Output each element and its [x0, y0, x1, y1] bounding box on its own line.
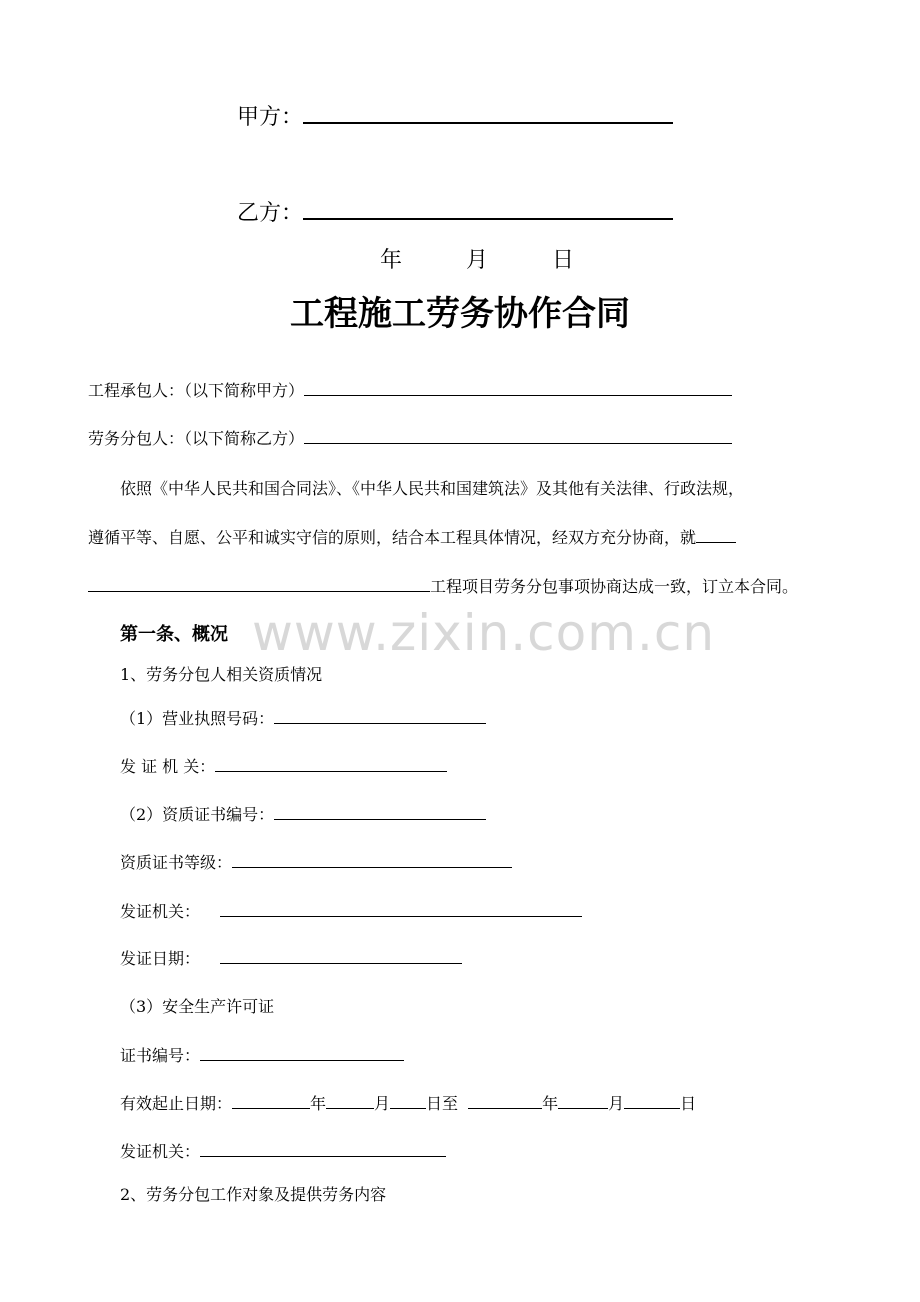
- issuer-2-row: [120, 899, 582, 922]
- subcontractor-row: [88, 426, 732, 449]
- safety-permit-row: （3）安全生产许可证: [120, 997, 275, 1016]
- issuer-1-label: 发 证 机 关：: [120, 757, 216, 776]
- date-day: 日: [552, 248, 575, 273]
- date-month: 月: [466, 248, 489, 273]
- validity-row: [120, 1091, 696, 1114]
- cert-grade-label: 资质证书等级：: [120, 853, 233, 872]
- party-a-label: 甲方：: [237, 105, 304, 130]
- date-line: [380, 243, 574, 274]
- issue-date-row: [120, 946, 462, 969]
- party-b-blank[interactable]: [303, 217, 673, 220]
- preamble-line-2-text: 遵循平等、自愿、公平和诚实守信的原则，结合本工程具体情况，经双方充分协商，就: [88, 528, 697, 547]
- permit-no-label: 证书编号：: [120, 1046, 201, 1065]
- contractor-label: 工程承包人：（以下简称甲方）: [88, 381, 305, 400]
- preamble-line-1: 依照《中华人民共和国合同法》、《中华人民共和国建筑法》及其他有关法律、行政法规，: [120, 479, 745, 498]
- license-no-row: [120, 706, 486, 729]
- contractor-row: [88, 378, 732, 401]
- validity-day2: 日: [680, 1094, 697, 1113]
- preamble-line-2: [88, 525, 736, 548]
- party-a-row: [237, 100, 673, 131]
- preamble-line-3: [88, 574, 798, 597]
- validity-month: 月: [374, 1094, 391, 1113]
- issuer-3-row: [120, 1139, 446, 1162]
- item-1: 1、劳务分包人相关资质情况: [120, 665, 323, 684]
- project-name-blank-1[interactable]: [696, 541, 736, 543]
- issuer-3-label: 发证机关：: [120, 1142, 201, 1161]
- cert-grade-row: [120, 850, 512, 873]
- issuer-1-blank[interactable]: [215, 770, 447, 772]
- permit-no-blank[interactable]: [200, 1059, 404, 1061]
- validity-label: 有效起止日期：: [120, 1094, 233, 1113]
- issuer-1-row: [120, 754, 447, 777]
- party-b-row: [237, 196, 673, 227]
- issuer-2-label: 发证机关：: [120, 902, 201, 921]
- validity-day-blank[interactable]: [390, 1107, 426, 1109]
- validity-day2-blank[interactable]: [624, 1107, 680, 1109]
- item-2: 2、劳务分包工作对象及提供劳务内容: [120, 1185, 387, 1204]
- contractor-blank[interactable]: [304, 394, 732, 396]
- project-name-blank-2[interactable]: [88, 590, 430, 592]
- validity-day-to: 日至: [426, 1094, 459, 1113]
- validity-month-blank[interactable]: [326, 1107, 374, 1109]
- subcontractor-label: 劳务分包人：（以下简称乙方）: [88, 429, 305, 448]
- party-b-label: 乙方：: [237, 201, 304, 226]
- cert-no-row: [120, 802, 486, 825]
- license-no-label: （1）营业执照号码：: [120, 709, 275, 728]
- subcontractor-blank[interactable]: [304, 442, 732, 444]
- issuer-3-blank[interactable]: [200, 1155, 446, 1157]
- issue-date-blank[interactable]: [220, 962, 462, 964]
- cert-no-label: （2）资质证书编号：: [120, 805, 275, 824]
- permit-no-row: [120, 1043, 404, 1066]
- cert-grade-blank[interactable]: [232, 866, 512, 868]
- section-1-heading: 第一条、概况: [120, 624, 228, 645]
- validity-year: 年: [310, 1094, 327, 1113]
- preamble-line-3-text: 工程项目劳务分包事项协商达成一致，订立本合同。: [430, 577, 799, 596]
- watermark: www.zixin.com.cn: [252, 604, 716, 662]
- date-year: 年: [380, 248, 403, 273]
- cert-no-blank[interactable]: [274, 818, 486, 820]
- validity-year-blank[interactable]: [232, 1107, 310, 1109]
- validity-month2: 月: [608, 1094, 625, 1113]
- license-no-blank[interactable]: [274, 722, 486, 724]
- party-a-blank[interactable]: [303, 121, 673, 124]
- contract-title: 工程施工劳务协作合同: [290, 294, 630, 334]
- validity-year2: 年: [542, 1094, 559, 1113]
- issuer-2-blank[interactable]: [220, 915, 582, 917]
- issue-date-label: 发证日期：: [120, 949, 201, 968]
- validity-month2-blank[interactable]: [558, 1107, 608, 1109]
- validity-year2-blank[interactable]: [468, 1107, 542, 1109]
